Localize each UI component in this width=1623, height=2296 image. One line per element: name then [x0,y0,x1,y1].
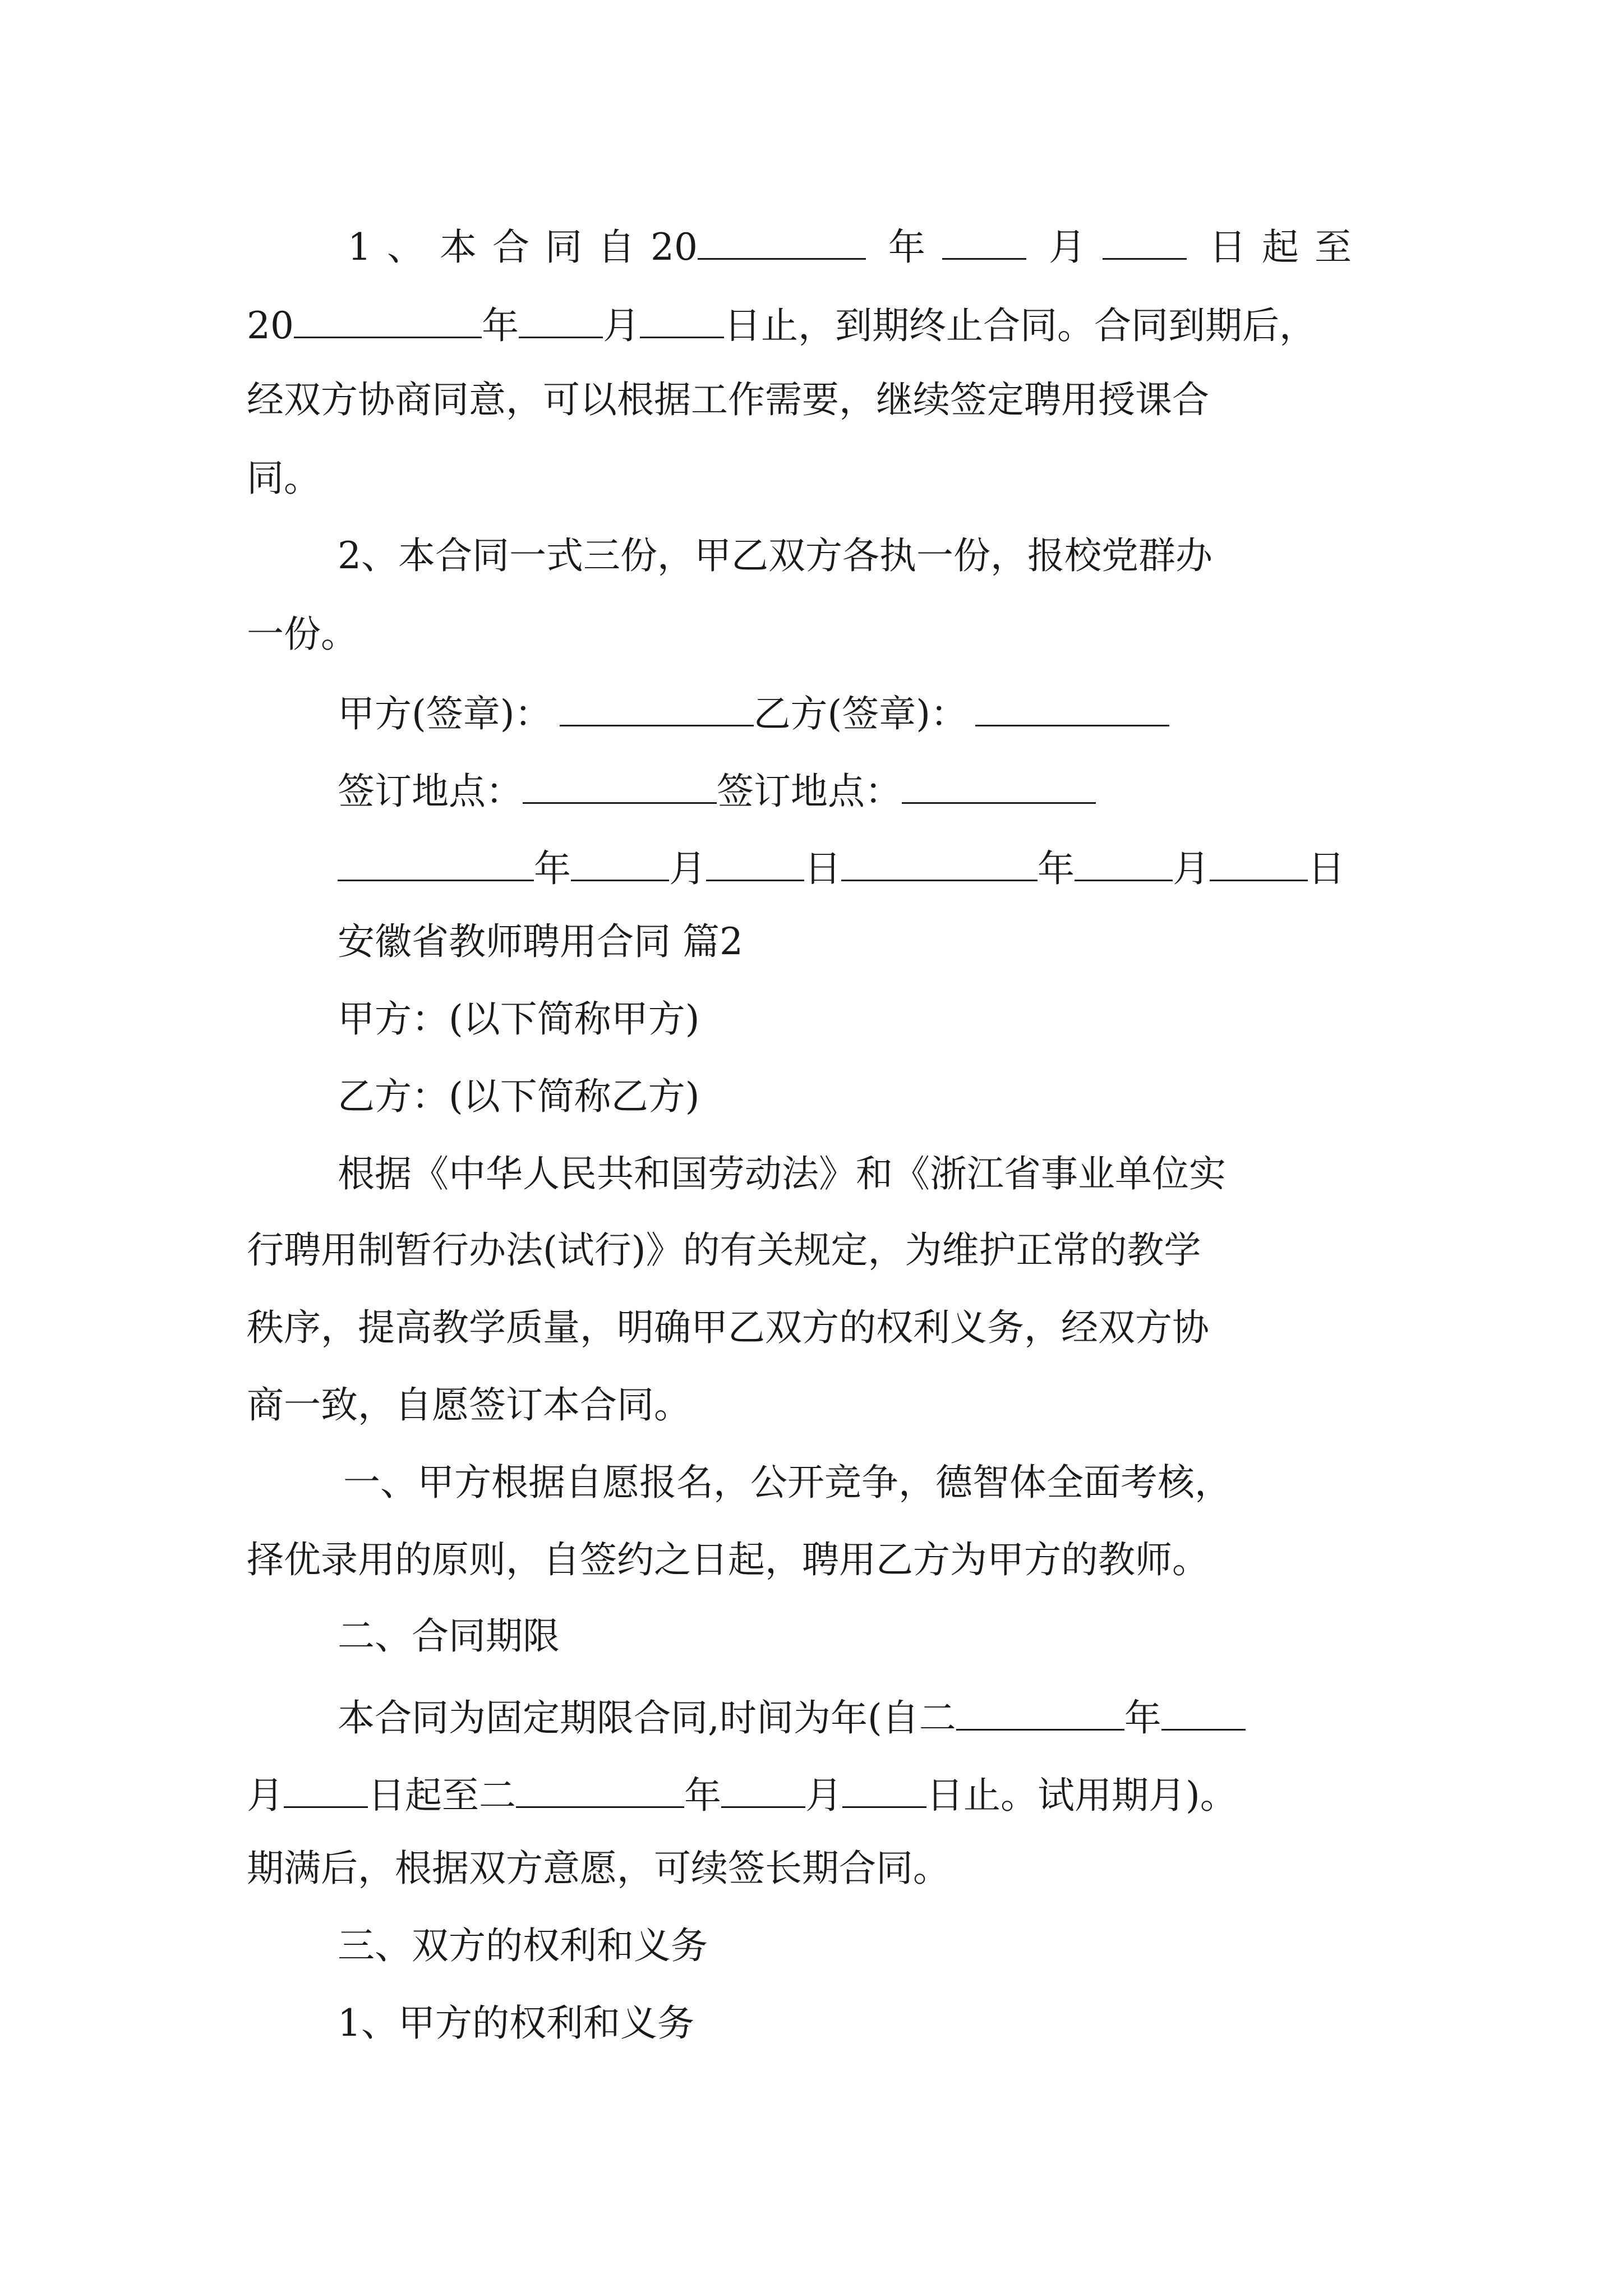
signature-row [338,691,1169,733]
term-line3: 期满后，根据双方意愿，可续签长期合同。 [247,1847,950,1890]
end-month-label: 月 [602,304,640,347]
day-to-label: 日起至 [1209,226,1367,269]
contract2-title: 安徽省教师聘用合同 篇2 [338,920,743,963]
date-a-month-field[interactable] [571,846,669,881]
term-day-end-text: 日止。试用期月)。 [926,1774,1237,1817]
term-end-day-field[interactable] [842,1773,926,1808]
clause1-line1 [348,224,1367,269]
party-b-signature-field[interactable] [975,691,1169,726]
month-blank[interactable] [942,224,1026,260]
date-b-day-label: 日 [1308,847,1345,890]
clause1-label: 1、本合同自 [348,226,651,269]
date-a-month-label: 月 [669,847,706,890]
year-label: 年 [888,226,925,269]
place-a-label: 签订地点： [338,770,523,813]
preamble-line1: 根据《中华人民共和国劳动法》和《浙江省事业单位实 [338,1152,1226,1195]
term-start-month-label: 月 [247,1774,284,1817]
date-a-day-label: 日 [804,847,841,890]
end-day-text: 日止，到期终止合同。合同到期后， [723,304,1316,347]
end-year-prefix: 20 [247,304,294,347]
term-start-year-label: 年 [1124,1696,1161,1740]
term-start-day-field[interactable] [284,1773,368,1808]
party-a-signature-label: 甲方(签章)： [338,692,552,735]
clause1-year-prefix: 20 [651,226,698,269]
clause2-line1: 2、本合同一式三份，甲乙双方各执一份，报校党群办 [338,534,1212,577]
date-b-month-label: 月 [1173,847,1210,890]
article2-heading: 二、合同期限 [338,1614,560,1658]
clause1-line2 [247,303,1316,347]
place-a-field[interactable] [523,769,717,804]
term-start-year-field[interactable] [956,1695,1124,1731]
term-line1 [338,1695,1246,1740]
date-b-year-label: 年 [1038,847,1075,890]
end-day-blank[interactable] [640,303,724,338]
contract2-party-a: 甲方：(以下简称甲方) [338,997,700,1041]
contract2-party-b: 乙方：(以下简称乙方) [338,1075,700,1118]
end-year-label: 年 [481,304,519,347]
clause2-line2: 一份。 [247,613,358,656]
date-b-month-field[interactable] [1075,846,1173,881]
date-a-day-field[interactable] [706,846,804,881]
month-label: 月 [1048,226,1086,269]
date-b-year-field[interactable] [841,846,1038,881]
clause1-line4: 同。 [247,457,321,500]
date-a-year-field[interactable] [338,846,534,881]
article3-heading: 三、双方的权利和义务 [338,1924,708,1967]
term-end-month-field[interactable] [721,1773,805,1808]
year-blank[interactable] [698,224,866,260]
place-b-field[interactable] [902,769,1096,804]
date-row [338,846,1345,890]
term-end-year-label: 年 [684,1774,721,1817]
article1-line2: 择优录用的原则，自签约之日起，聘用乙方为甲方的教师。 [247,1538,1209,1581]
party-b-signature-label: 乙方(签章)： [753,692,967,735]
end-month-blank[interactable] [519,303,603,338]
preamble-line4: 商一致，自愿签订本合同。 [247,1383,691,1427]
end-year-blank[interactable] [294,303,482,338]
preamble-line2: 行聘用制暂行办法(试行)》的有关规定，为维护正常的教学 [247,1228,1201,1272]
article3-sub1: 1、甲方的权利和义务 [338,2001,694,2045]
term-line2 [247,1773,1237,1817]
term-start-month-field[interactable] [1161,1695,1246,1731]
place-b-label: 签订地点： [717,770,902,813]
date-b-day-field[interactable] [1210,846,1308,881]
date-a-year-label: 年 [534,847,571,890]
place-row [338,769,1096,813]
preamble-line3: 秩序，提高教学质量，明确甲乙双方的权利义务，经双方协 [247,1306,1209,1349]
term-end-month-label: 月 [805,1774,842,1817]
term-day-from-text: 日起至二 [368,1774,516,1817]
term-line1-text: 本合同为固定期限合同,时间为年(自二 [338,1696,956,1740]
clause1-line3: 经双方协商同意，可以根据工作需要，继续签定聘用授课合 [247,378,1209,421]
term-end-year-field[interactable] [516,1773,684,1808]
day-blank[interactable] [1103,224,1187,260]
party-a-signature-field[interactable] [560,691,754,726]
article1-line1: 一、甲方根据自愿报名，公开竞争，德智体全面考核， [343,1461,1232,1504]
